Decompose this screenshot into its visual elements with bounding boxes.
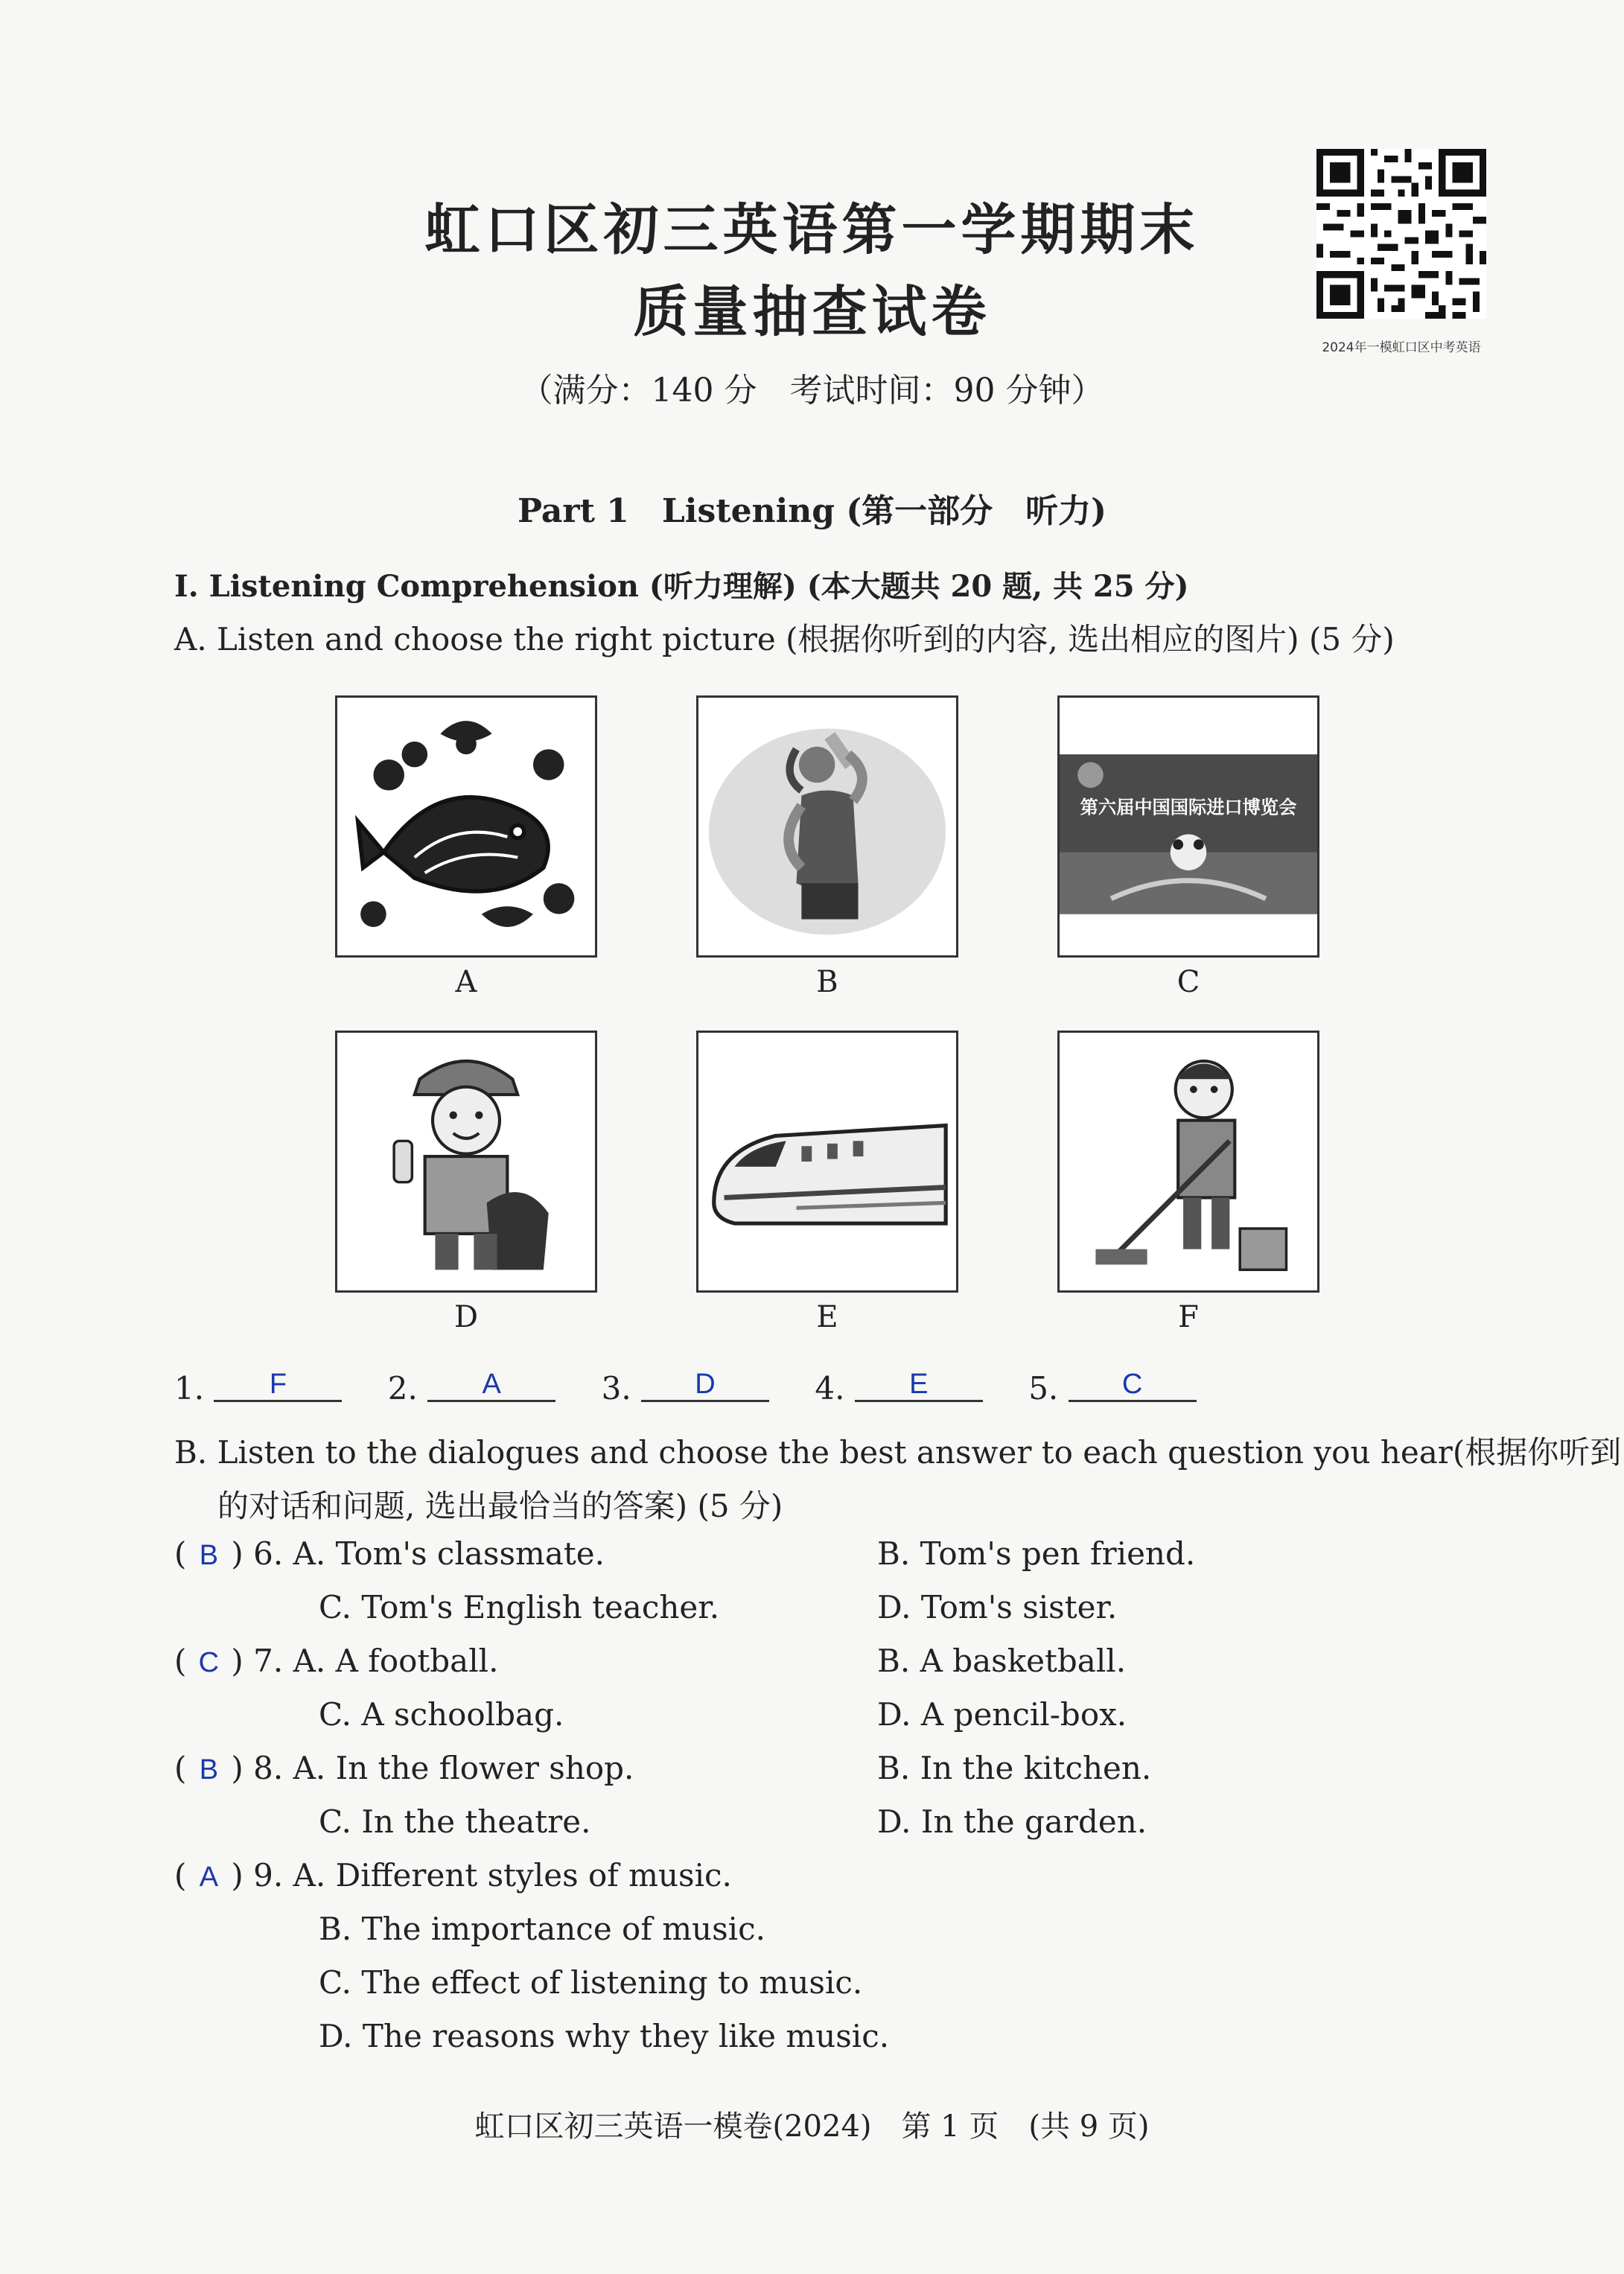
part-title: Part 1 Listening (第一部分 听力) [517, 492, 1106, 530]
question-7-option-d: D. A pencil-box. [877, 1696, 1127, 1733]
boy-mopping-floor-icon [1060, 1033, 1317, 1290]
page-footer: 虹口区初三英语一模卷(2024) 第 1 页 (共 9 页) [474, 2109, 1150, 2144]
picture-e [696, 1031, 958, 1293]
section-b-instruction: B. Listen to the dialogues and choose the best answer to each question you hear(根据你听到 [174, 1434, 1622, 1471]
question-7: ( C ) 7. A. A football. [174, 1643, 499, 1679]
section-title: Ⅰ. Listening Comprehension (听力理解) (本大题共 20 题, 共 25 分) [174, 569, 1189, 604]
question-6-option-c: C. Tom's English teacher. [319, 1589, 720, 1625]
answer-blank-5[interactable]: C [1069, 1369, 1197, 1402]
question-9-option-d: D. The reasons why they like music. [319, 2018, 890, 2054]
option-a: A. Different styles of music. [293, 1857, 732, 1894]
picture-label-d: D [453, 1300, 479, 1334]
answer-blank-1[interactable]: F [214, 1369, 342, 1402]
answer-paren[interactable]: ( C ) [174, 1643, 243, 1679]
section-a-instruction: A. Listen and choose the right picture (根据你听到的内容, 选出相应的图片) (5 分) [174, 621, 1395, 657]
picture-c [1057, 695, 1319, 958]
question-8-option-c: C. In the theatre. [319, 1803, 591, 1840]
section-a-answer-row [174, 1370, 1232, 1408]
answer-blank-2[interactable]: A [427, 1369, 555, 1402]
option-a: A. In the flower shop. [293, 1750, 634, 1786]
question-8-option-d: D. In the garden. [877, 1803, 1147, 1840]
picture-a [335, 695, 597, 958]
question-6-option-b: B. Tom's pen friend. [877, 1535, 1196, 1572]
qr-code-icon [1316, 149, 1486, 319]
answer-blank-3[interactable]: D [641, 1369, 769, 1402]
question-9: ( A ) 9. A. Different styles of music. [174, 1857, 732, 1894]
answer-paren[interactable]: ( B ) [174, 1535, 243, 1572]
question-9-option-c: C. The effect of listening to music. [319, 1964, 863, 2001]
question-number: 5. [1028, 1370, 1059, 1407]
question-6: ( B ) 6. A. Tom's classmate. [174, 1535, 605, 1572]
question-8-option-b: B. In the kitchen. [877, 1750, 1152, 1786]
woman-drinking-water-icon [698, 698, 956, 955]
expo-poster-icon [1060, 698, 1317, 955]
exam-title-line1: 虹口区初三英语第一学期期末 [424, 198, 1200, 262]
question-9-option-b: B. The importance of music. [319, 1911, 765, 1947]
question-number: 4. [815, 1370, 845, 1407]
picture-b [696, 695, 958, 958]
question-7-option-b: B. A basketball. [877, 1643, 1127, 1679]
question-7-option-c: C. A schoolbag. [319, 1696, 564, 1733]
qr-caption: 2024年一模虹口区中考英语 [1322, 340, 1481, 355]
option-a: A. A football. [293, 1643, 499, 1679]
option-a: A. Tom's classmate. [293, 1535, 605, 1572]
picture-label-e: E [816, 1300, 838, 1334]
worker-collecting-trash-icon [337, 1033, 595, 1290]
picture-label-c: C [1176, 965, 1200, 999]
picture-f [1057, 1031, 1319, 1293]
svg-text:第六届中国国际进口博览会: 第六届中国国际进口博览会 [1080, 797, 1297, 818]
question-8: ( B ) 8. A. In the flower shop. [174, 1750, 634, 1786]
paper-cut-fish-icon [337, 698, 595, 955]
answer-blank-4[interactable]: E [855, 1369, 983, 1402]
question-6-option-d: D. Tom's sister. [877, 1589, 1118, 1625]
section-b-instruction-cont: 的对话和问题, 选出最恰当的答案) (5 分) [217, 1488, 783, 1524]
picture-label-a: A [455, 965, 477, 999]
picture-d [335, 1031, 597, 1293]
question-number: 3. [601, 1370, 631, 1407]
exam-title-line2: 质量抽查试卷 [633, 280, 991, 344]
high-speed-train-icon [698, 1033, 956, 1290]
exam-subtitle: （满分：140 分 考试时间：90 分钟） [520, 372, 1104, 410]
picture-label-b: B [816, 965, 838, 999]
answer-paren[interactable]: ( B ) [174, 1750, 243, 1786]
picture-label-f: F [1178, 1300, 1199, 1334]
answer-paren[interactable]: ( A ) [174, 1857, 243, 1894]
question-number: 2. [387, 1370, 418, 1407]
question-number: 1. [174, 1370, 205, 1407]
